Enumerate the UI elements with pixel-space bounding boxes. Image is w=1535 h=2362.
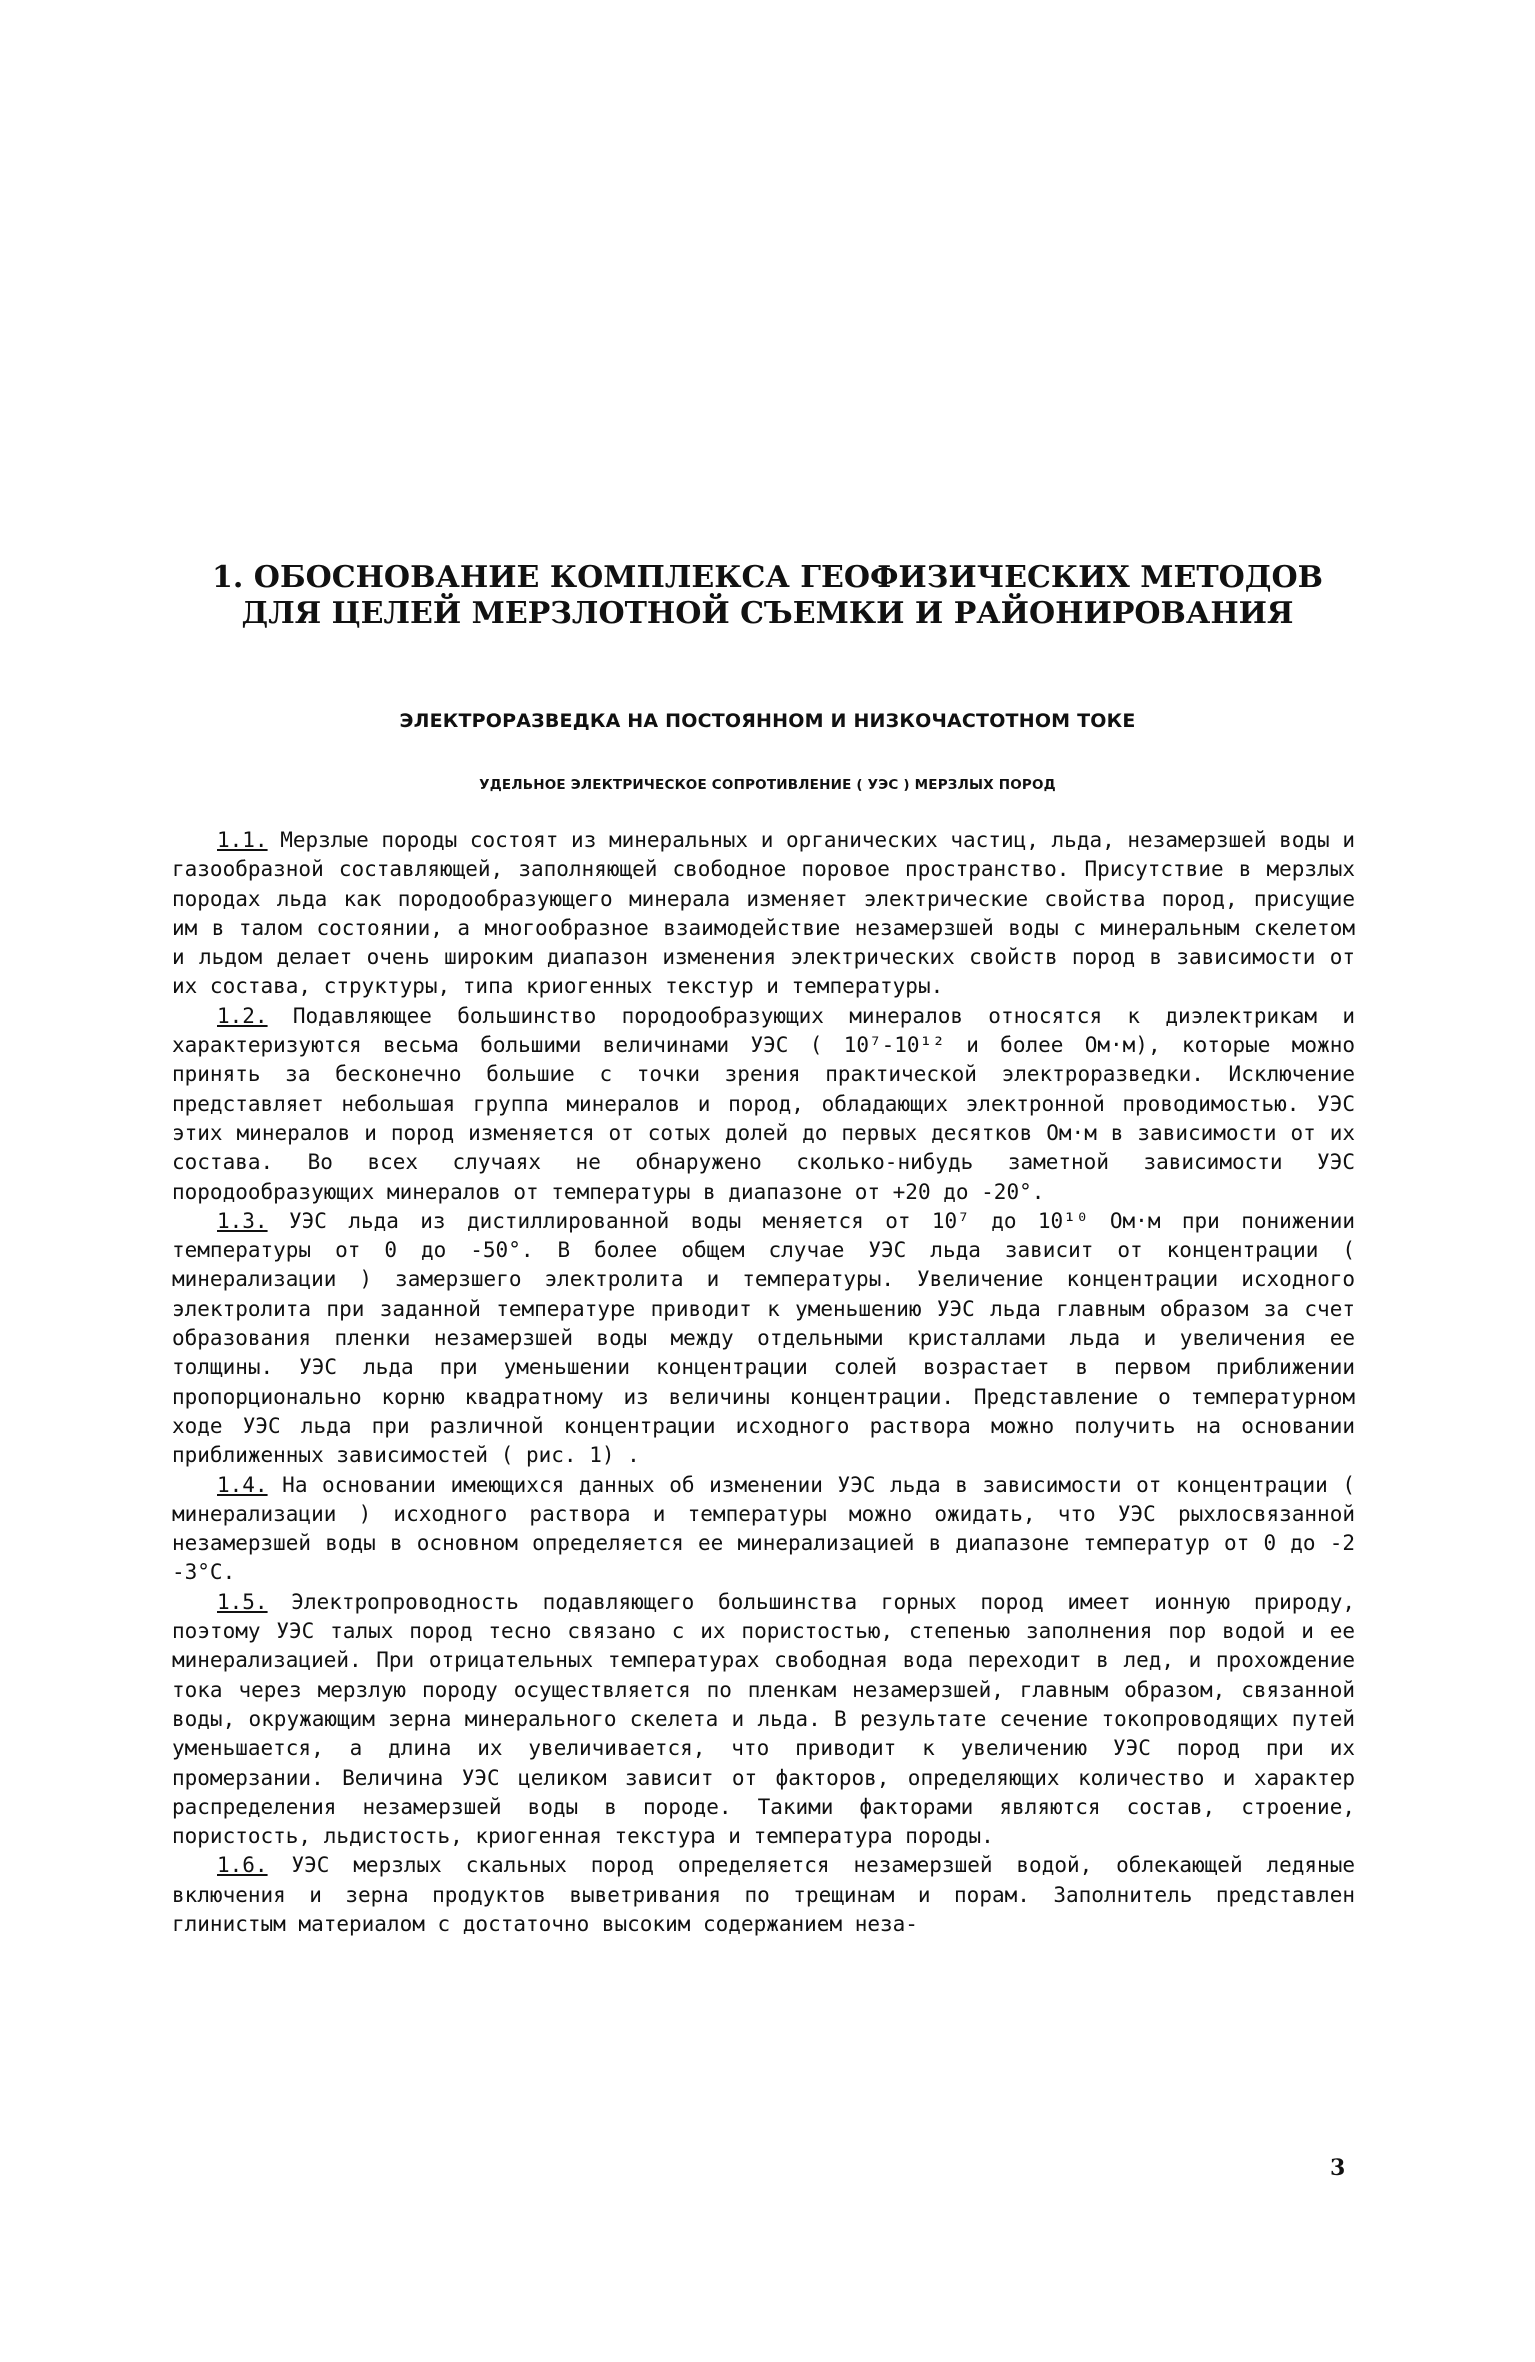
chapter-title bbox=[200, 560, 1335, 632]
chapter-title-line-1: 1. ОБОСНОВАНИЕ КОМПЛЕКСА ГЕОФИЗИЧЕСКИХ МЕТОДОВ bbox=[212, 560, 1323, 595]
paragraph bbox=[172, 1471, 1355, 1588]
paragraph-number: 1.3. bbox=[217, 1208, 268, 1233]
paragraph-text: Мерзлые породы состоят из минеральных и органических частиц, льда, незамерзшей воды и газообразной составляющей, заполняющей свободное поровое пространство. Присутствие в мерзлых породах льда как породообразующего минерала изменяет электрические свойства пород, присущие им в талом состоянии, а многообразное взаимодействие незамерзшей воды с минеральным скелетом и льдом делает очень широким диапазон изменения электрических свойств пород в зависимости от их состава, структуры, типа криогенных текстур и температуры. bbox=[172, 828, 1355, 999]
paragraph-text: Подавляющее большинство породообразующих минералов относятся к диэлектрикам и характеризуются весьма большими величинами УЭС ( 10⁷-10¹² и более Ом·м), которые можно принять за бесконечно большие с точки зрения практической электроразведки. Исключение представляет небольшая группа минералов и пород, обладающих электронной проводимостью. УЭС этих минералов и пород изменяется от сотых долей до первых десятков Ом·м в зависимости от их состава. Во всех случаях не обнаружено сколько-нибудь заметной зависимости УЭС породообразующих минералов от температуры в диапазоне от +20 до -20°. bbox=[172, 1003, 1355, 1204]
paragraph bbox=[172, 1588, 1355, 1852]
body-text bbox=[172, 826, 1355, 1939]
paragraph-text: УЭС льда из дистиллированной воды меняется от 10⁷ до 10¹⁰ Ом·м при понижении температуры от 0 до -50°. В более общем случае УЭС льда зависит от концентрации ( минерализации ) замерзшего электролита и температуры. Увеличение концентрации исходного электролита при заданной температуре приводит к уменьшению УЭС льда главным образом за счет образования пленки незамерзшей воды между отдельными кристаллами льда и увеличения ее толщины. УЭС льда при уменьшении концентрации солей возрастает в первом приближении пропорционально корню квадратному из величины концентрации. Представление о температурном ходе УЭС льда при различной концентрации исходного раствора можно получить на основании приближенных зависимостей ( рис. 1) . bbox=[172, 1208, 1355, 1468]
paragraph-text: УЭС мерзлых скальных пород определяется незамерзшей водой, облекающей ледяные включения и зерна продуктов выветривания по трещинам и порам. Заполнитель представлен глинистым материалом с достаточно высоким содержанием неза- bbox=[172, 1853, 1355, 1936]
paragraph-number: 1.4. bbox=[217, 1472, 268, 1497]
page-number: 3 bbox=[1330, 2155, 1346, 2181]
paragraph bbox=[172, 826, 1355, 1002]
paragraph-number: 1.2. bbox=[217, 1003, 268, 1028]
paragraph bbox=[172, 1851, 1355, 1939]
paragraph-number: 1.5. bbox=[217, 1589, 268, 1614]
paragraph-text: Электропроводность подавляющего большинства горных пород имеет ионную природу, поэтому УЭС талых пород тесно связано с их пористостью, степенью заполнения пор водой и ее минерализацией. При отрицательных температурах свободная вода переходит в лед, и прохождение тока через мерзлую породу осуществляется по пленкам незамерзшей, главным образом, связанной воды, окружающим зерна минерального скелета и льда. В результате сечение токопроводящих путей уменьшается, а длина их увеличивается, что приводит к увеличению УЭС пород при их промерзании. Величина УЭС целиком зависит от факторов, определяющих количество и характер распределения незамерзшей воды в породе. Такими факторами являются состав, строение, пористость, льдистость, криогенная текстура и температура породы. bbox=[172, 1589, 1355, 1849]
paragraph-number: 1.1. bbox=[217, 828, 268, 852]
chapter-title-line-2: ДЛЯ ЦЕЛЕЙ МЕРЗЛОТНОЙ СЪЕМКИ И РАЙОНИРОВАНИЯ bbox=[241, 596, 1294, 631]
paragraph-text: На основании имеющихся данных об изменении УЭС льда в зависимости от концентрации ( минерализации ) исходного раствора и температуры можно ожидать, что УЭС рыхлосвязанной незамерзшей воды в основном определяется ее минерализацией в диапазоне температур от 0 до -2 -3°С. bbox=[172, 1472, 1355, 1585]
paragraph bbox=[172, 1207, 1355, 1471]
subsection-title: УДЕЛЬНОЕ ЭЛЕКТРИЧЕСКОЕ СОПРОТИВЛЕНИЕ ( УЭС ) МЕРЗЛЫХ ПОРОД bbox=[479, 777, 1056, 793]
paragraph-number: 1.6. bbox=[217, 1853, 268, 1878]
section-title: ЭЛЕКТРОРАЗВЕДКА НА ПОСТОЯННОМ И НИЗКОЧАСТОТНОМ ТОКЕ bbox=[399, 710, 1136, 732]
paragraph bbox=[172, 1002, 1355, 1207]
